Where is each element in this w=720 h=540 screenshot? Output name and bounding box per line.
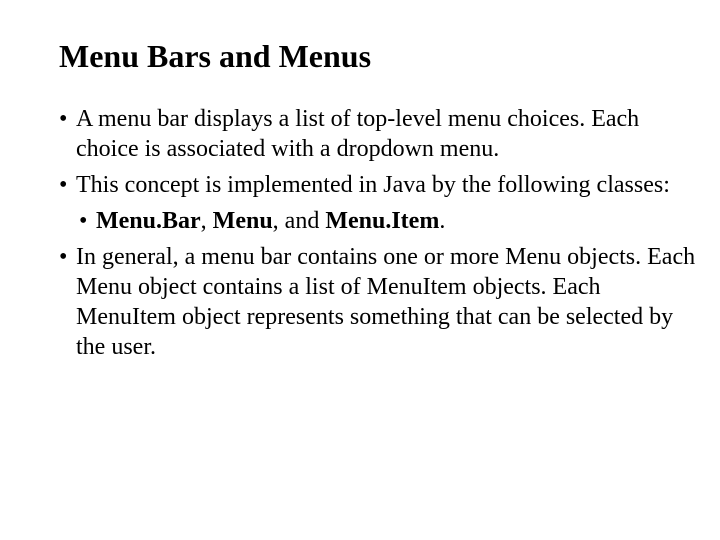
bullet-java-classes: • This concept is implemented in Java by the following classes: <box>59 170 699 200</box>
class-name-menuitem: Menu.Item <box>325 208 440 234</box>
bullet-list <box>59 104 699 368</box>
separator: , <box>200 208 213 234</box>
separator: , and <box>272 208 326 234</box>
class-name-menubar: Menu.Bar <box>96 208 201 234</box>
period: . <box>439 208 446 234</box>
sub-bullet-class-list <box>59 206 699 236</box>
slide-title: Menu Bars and Menus <box>59 38 372 74</box>
bullet-menu-bar-description: • A menu bar displays a list of top-level menu choices. Each choice is associated with a dropdown menu. <box>59 104 699 164</box>
bullet-menu-structure: • In general, a menu bar contains one or more Menu objects. Each Menu object contains a list of MenuItem objects. Each MenuItem object represents something that can be selected by the user. <box>59 242 699 362</box>
class-name-menu: Menu <box>212 208 273 234</box>
